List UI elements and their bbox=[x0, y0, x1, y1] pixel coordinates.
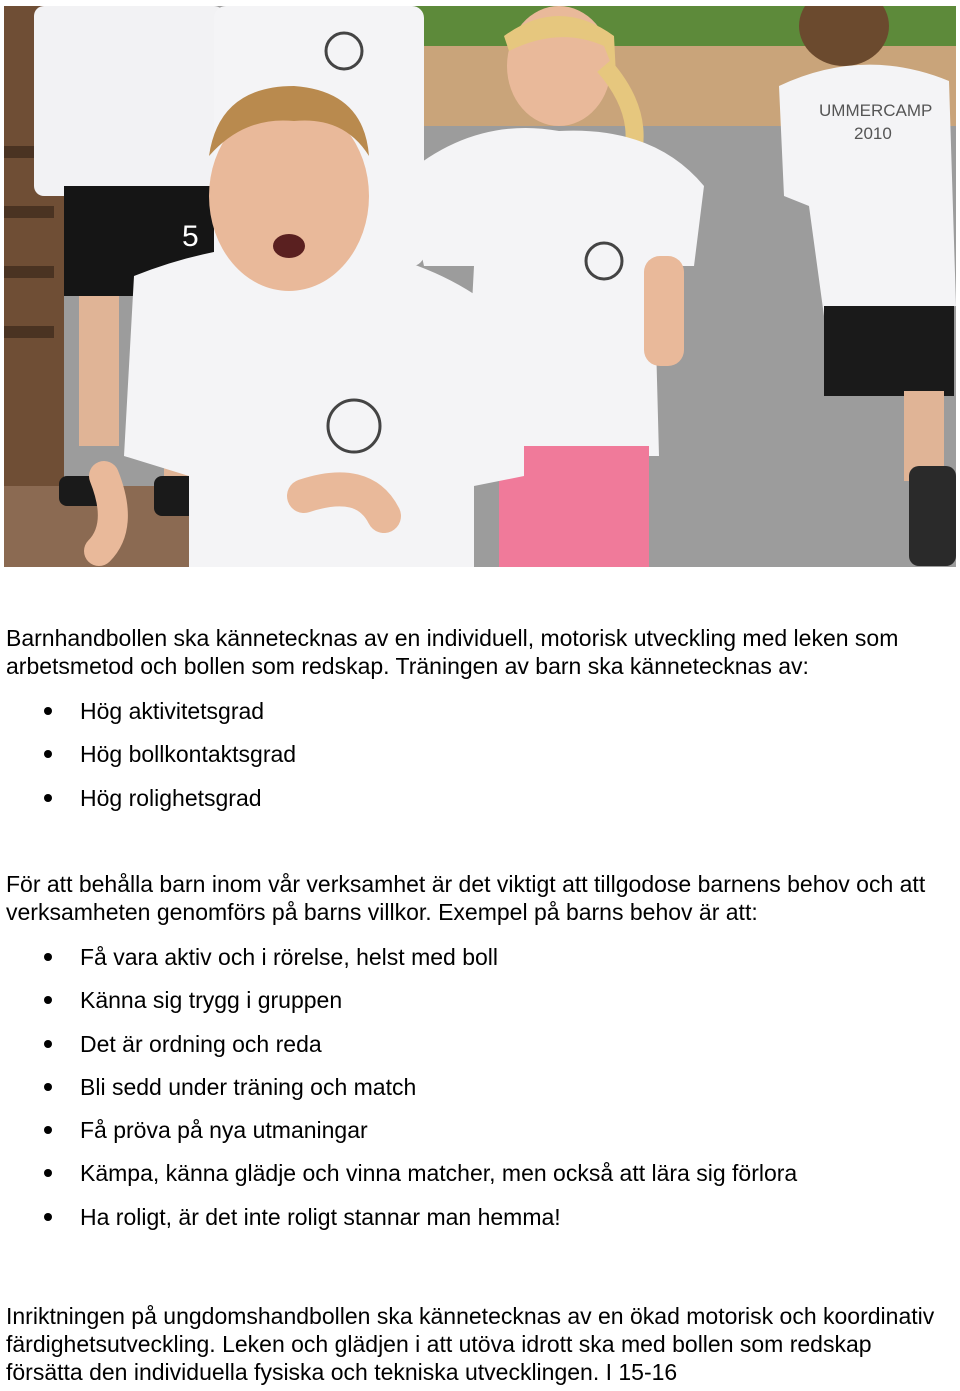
bullet-icon bbox=[44, 707, 52, 715]
list-item: Det är ordning och reda bbox=[0, 1030, 940, 1073]
children-running-photo bbox=[4, 6, 956, 567]
list-item: Hög aktivitetsgrad bbox=[0, 697, 940, 740]
bullet-icon bbox=[44, 1040, 52, 1048]
list-item: Kämpa, känna glädje och vinna matcher, men också att lära sig förlora bbox=[0, 1159, 940, 1202]
youth-paragraph: Inriktningen på ungdomshandbollen ska kännetecknas av en ökad motorisk och koordinativ färdighetsutveckling. Leken och glädjen i att utöva idrott ska med bollen som redskap försätta den individuella fysiska och tekniska utvecklingen. I 15-16 bbox=[6, 1303, 935, 1385]
bullet-icon bbox=[44, 750, 52, 758]
bullet-icon bbox=[44, 996, 52, 1004]
list-item: Hög bollkontaktsgrad bbox=[0, 740, 940, 783]
bullet-icon bbox=[44, 1126, 52, 1134]
bullet-icon bbox=[44, 1213, 52, 1221]
bullet-icon bbox=[44, 953, 52, 961]
photo-scene bbox=[4, 6, 956, 567]
children-needs-list bbox=[0, 943, 940, 1246]
shorts-number: 5 bbox=[182, 220, 199, 253]
list-item: Få vara aktiv och i rörelse, helst med boll bbox=[0, 943, 940, 986]
training-characteristics-list bbox=[0, 697, 940, 827]
list-item: Hög rolighetsgrad bbox=[0, 784, 940, 827]
bullet-icon bbox=[44, 794, 52, 802]
bullet-icon bbox=[44, 1083, 52, 1091]
list-item: Ha roligt, är det inte roligt stannar man hemma! bbox=[0, 1203, 940, 1246]
shirt-print-camp: UMMERCAMP bbox=[819, 101, 933, 120]
shirt-print-year: 2010 bbox=[854, 124, 892, 143]
list-item: Känna sig trygg i gruppen bbox=[0, 986, 940, 1029]
list-item: Få pröva på nya utmaningar bbox=[0, 1116, 940, 1159]
needs-paragraph: För att behålla barn inom vår verksamhet är det viktigt att tillgodose barnens behov och att verksamheten genomförs på barns villkor. Exempel på barns behov är att: bbox=[6, 871, 926, 925]
intro-paragraph: Barnhandbollen ska kännetecknas av en individuell, motorisk utveckling med leken som arbetsmetod och bollen som redskap. Träningen av barn ska kännetecknas av: bbox=[6, 625, 899, 679]
bullet-icon bbox=[44, 1169, 52, 1177]
list-item: Bli sedd under träning och match bbox=[0, 1073, 940, 1116]
